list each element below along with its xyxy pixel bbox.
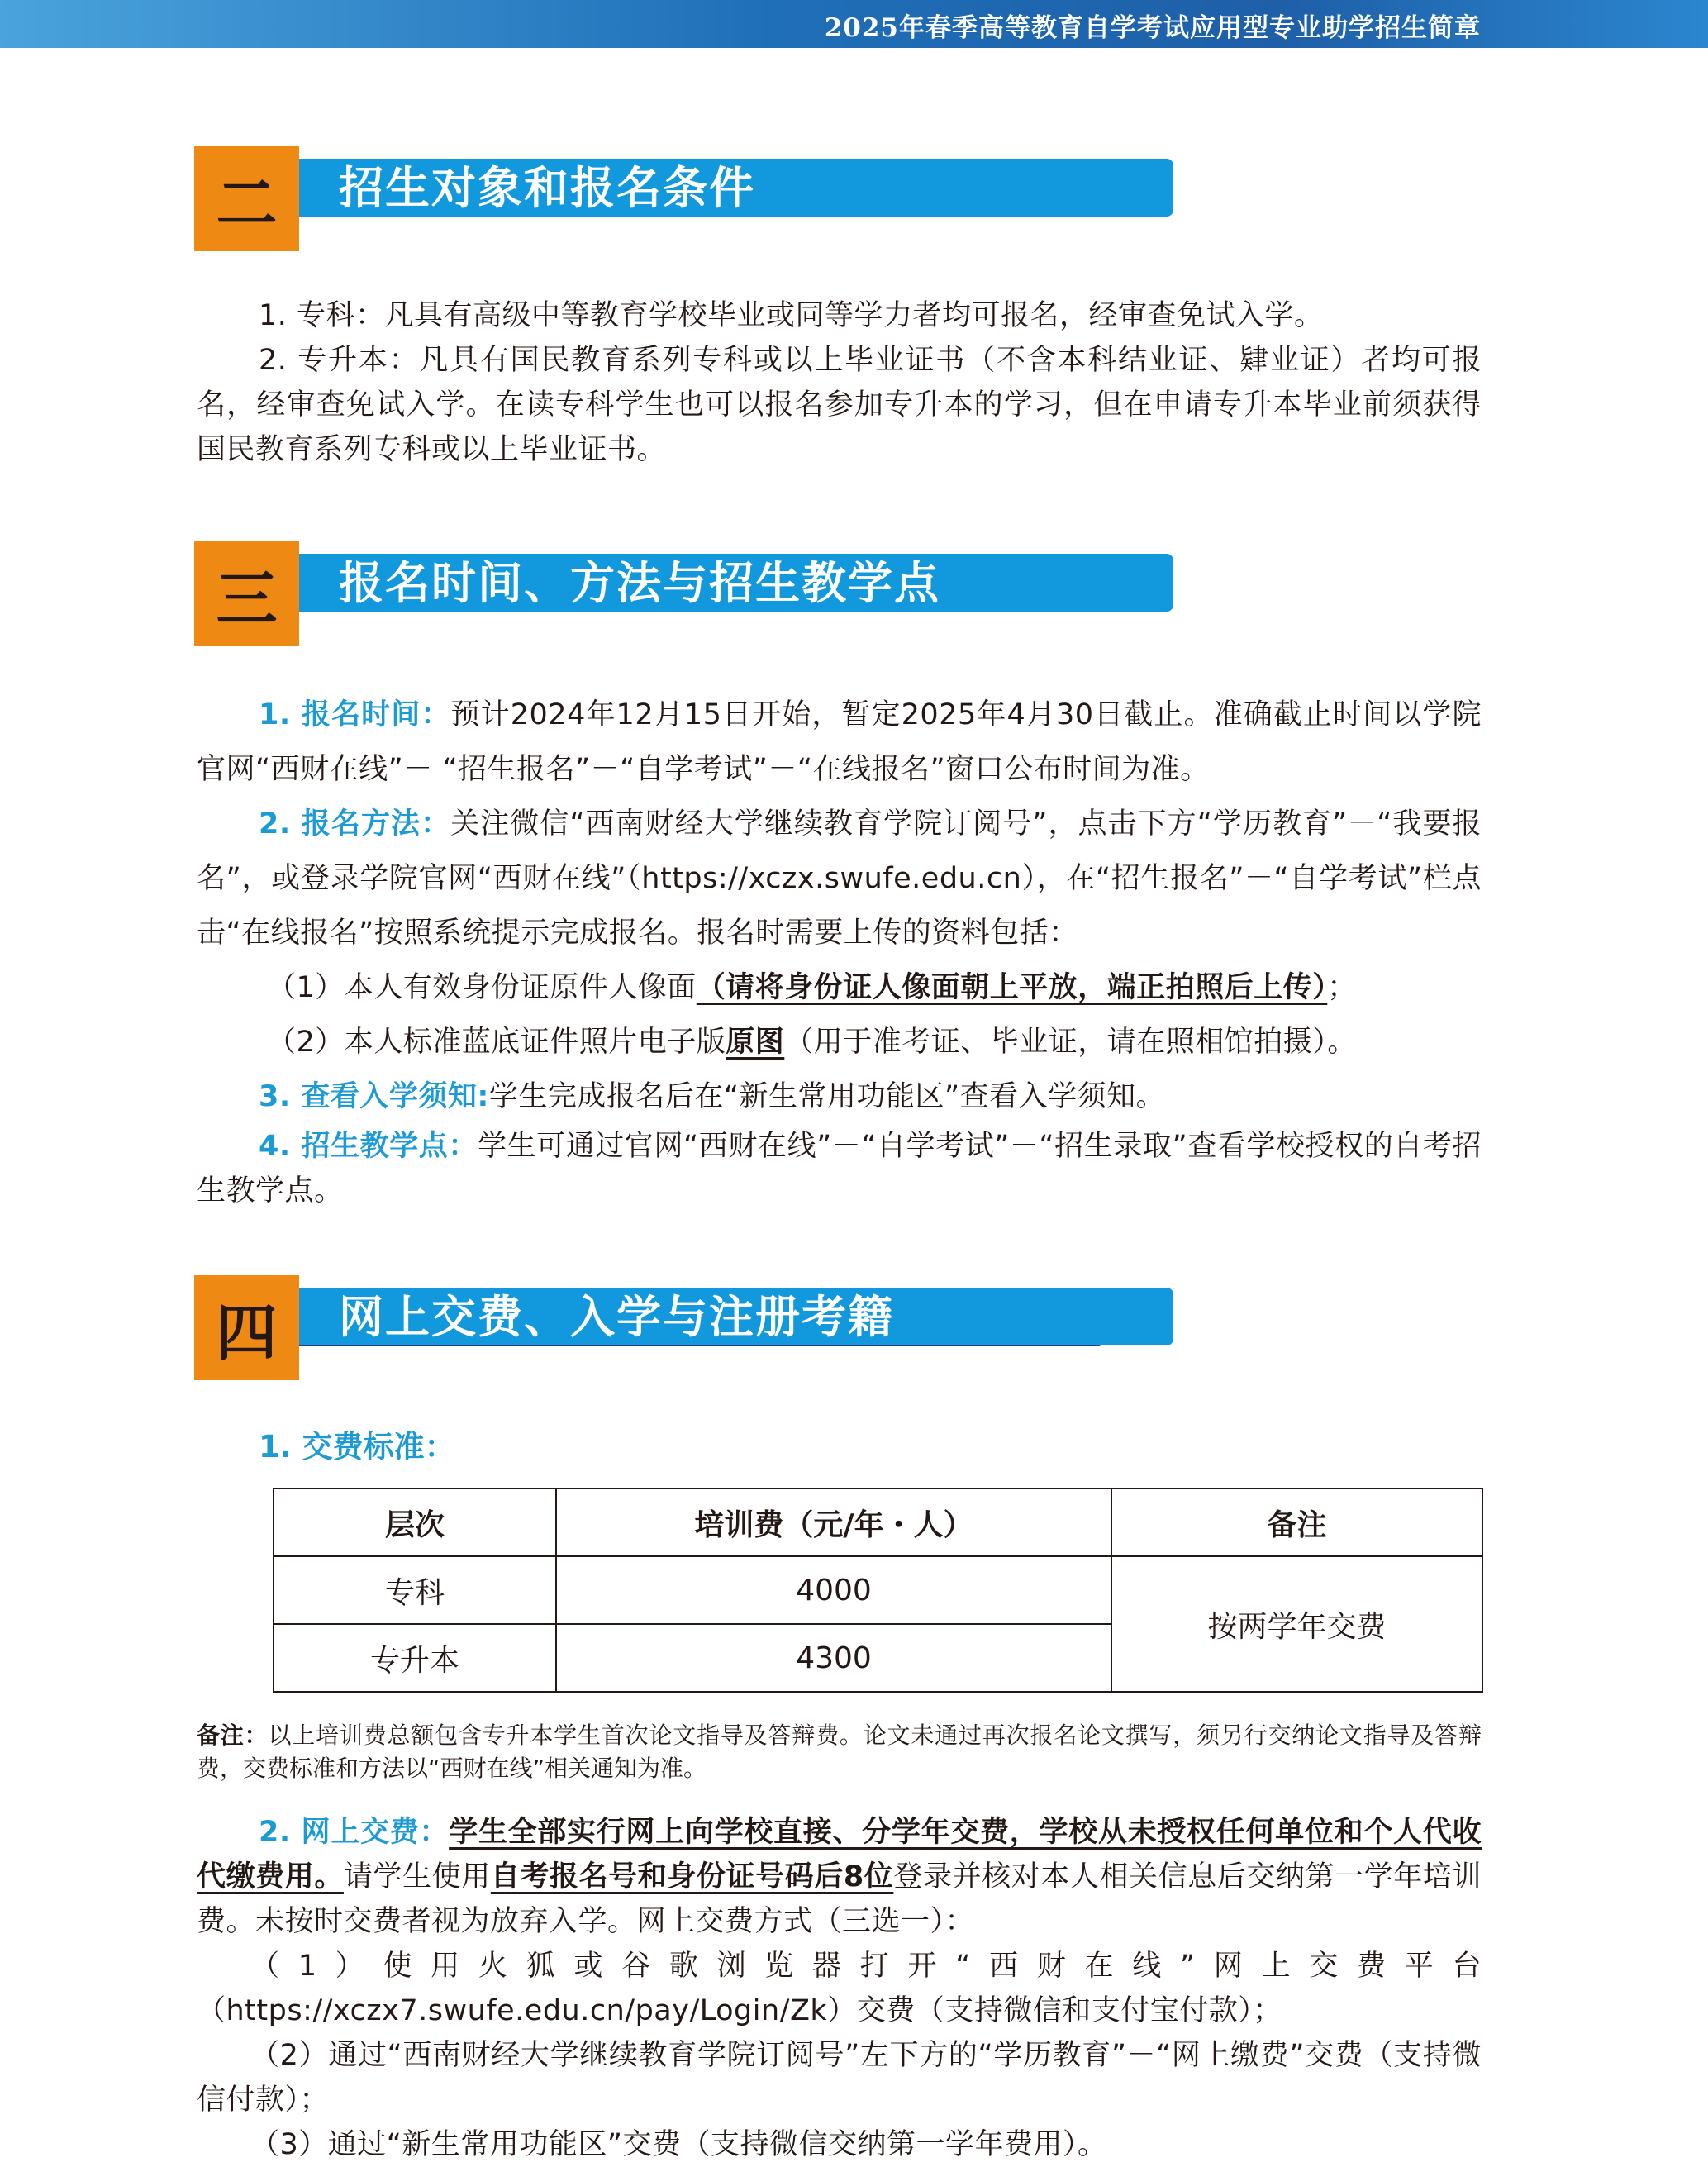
- section-3-body: [197, 688, 1482, 1213]
- section-heading-2: [194, 146, 979, 254]
- upload-item-1-text: （1）本人有效身份证原件人像面: [267, 971, 697, 1004]
- signup-time-text: 预计2024年12月15日开始，暂定2025年4月30日截止。准确截止时间以学院官网“西财在线”－ “招生报名”－“自学考试”－“在线报名”窗口公布时间为准。: [197, 698, 1482, 786]
- cell-remark: 按两学年交费: [1111, 1556, 1482, 1692]
- header-remark: 备注: [1111, 1488, 1482, 1556]
- online-payment-text: 请学生使用: [343, 1860, 491, 1893]
- fee-standard-label: 1. 交费标准：: [259, 1429, 455, 1465]
- online-payment-label: 2. 网上交费：: [259, 1816, 450, 1849]
- online-payment-credential: 自考报名号和身份证号码后8位: [490, 1860, 894, 1893]
- signup-method-text: 关注微信“西南财经大学继续教育学院订阅号”，点击下方“学历教育”－“我要报名”，或登录学院官网“西财在线”（https://xczx.swufe.edu.cn），在“招生报名”－“自学考试”栏点击“在线报名”按照系统提示完成报名。报名时需要上传的资料包括：: [197, 807, 1482, 950]
- section-4-body: [197, 1810, 1482, 2167]
- payment-way-1: （1）使用火狐或谷歌浏览器打开“西财在线”网上交费平台（https://xczx7.swufe.edu.cn/pay/Login/Zk）交费（支持微信和支付宝付款）；: [197, 1950, 1482, 2027]
- upload-item-2-end: （用于准考证、毕业证，请在照相馆拍摄）。: [784, 1026, 1357, 1059]
- section-heading-4: [194, 1275, 979, 1383]
- upload-item-2-emphasis: 原图: [726, 1026, 785, 1059]
- section-2-body: [197, 293, 1482, 472]
- section-title: 网上交费、入学与注册考籍: [339, 1291, 894, 1343]
- section-number: 三: [194, 541, 299, 646]
- upload-item-2: [197, 1015, 1482, 1069]
- paragraph-signup-method: [197, 797, 1482, 960]
- section-title: 报名时间、方法与招生教学点: [339, 557, 940, 609]
- section-title: 招生对象和报名条件: [339, 162, 755, 214]
- header-bar: [0, 0, 1708, 48]
- payment-way-3: （3）通过“新生常用功能区”交费（支持微信交纳第一学年费用）。: [250, 2128, 1107, 2161]
- upload-item-1: [197, 960, 1482, 1015]
- upload-item-2-text: （2）本人标准蓝底证件照片电子版: [267, 1026, 726, 1059]
- paragraph-online-payment: [197, 1810, 1482, 1944]
- admission-notice-text: 学生完成报名后在“新生常用功能区”查看入学须知。: [488, 1080, 1166, 1113]
- section-number: 二: [194, 146, 299, 251]
- cell-fee: 4300: [556, 1624, 1111, 1692]
- page-header-title: 2025年春季高等教育自学考试应用型专业助学招生简章: [824, 13, 1481, 43]
- upload-item-1-emphasis: （请将身份证人像面朝上平放，端正拍照后上传）: [696, 971, 1328, 1004]
- paragraph-junior-college: 1. 专科：凡具有高级中等教育学校毕业或同等学力者均可报名，经审查免试入学。: [259, 299, 1324, 332]
- signup-time-label: 1. 报名时间：: [259, 698, 451, 731]
- admission-notice-label: 3. 查看入学须知:: [259, 1080, 489, 1113]
- online-payment-warning: 学生全部实行网上向学校直接、分学年交费，学校从未授权任何单位和个人代收代缴费用。: [197, 1816, 1482, 1893]
- paragraph-upgrade: 2. 专升本：凡具有国民教育系列专科或以上毕业证书（不含本科结业证、肄业证）者均可报名，经审查免试入学。在读专科学生也可以报名参加专升本的学习，但在申请专升本毕业前须获得国民教育系列专科或以上毕业证书。: [197, 344, 1482, 466]
- signup-method-label: 2. 报名方法：: [259, 807, 451, 841]
- fee-note-label: 备注：: [197, 1722, 269, 1749]
- teaching-points-label: 4. 招生教学点：: [259, 1130, 478, 1163]
- cell-level: 专升本: [274, 1624, 556, 1692]
- upload-item-1-end: ；: [1327, 971, 1357, 1004]
- header-fee: 培训费（元/年・人）: [556, 1488, 1111, 1556]
- section-heading-3: [194, 541, 979, 649]
- paragraph-signup-time: [197, 688, 1482, 797]
- cell-fee: 4000: [556, 1556, 1111, 1624]
- table-row: [274, 1556, 1482, 1624]
- paragraph-teaching-points: [197, 1124, 1482, 1213]
- online-payment-text-end: 登录并核对本人相关信息后交纳第一学年培训费。未按时交费者视为放弃入学。网上交费方式（三选一）：: [197, 1860, 1482, 1938]
- fee-note: [197, 1719, 1482, 1785]
- paragraph-admission-notice: [197, 1069, 1482, 1124]
- cell-level: 专科: [274, 1556, 556, 1624]
- table-header-row: [274, 1488, 1482, 1556]
- payment-way-2: （2）通过“西南财经大学继续教育学院订阅号”左下方的“学历教育”－“网上缴费”交费（支持微信付款）；: [197, 2039, 1482, 2117]
- fee-table: [273, 1488, 1483, 1693]
- fee-note-text: 以上培训费总额包含专升本学生首次论文指导及答辩费。论文未通过再次报名论文撰写，须另行交纳论文指导及答辩费，交费标准和方法以“西财在线”相关通知为准。: [197, 1722, 1482, 1782]
- section-number: 四: [194, 1275, 299, 1380]
- teaching-points-text: 学生可通过官网“西财在线”－“自学考试”－“招生录取”查看学校授权的自考招生教学点。: [197, 1130, 1482, 1207]
- header-level: 层次: [274, 1488, 556, 1556]
